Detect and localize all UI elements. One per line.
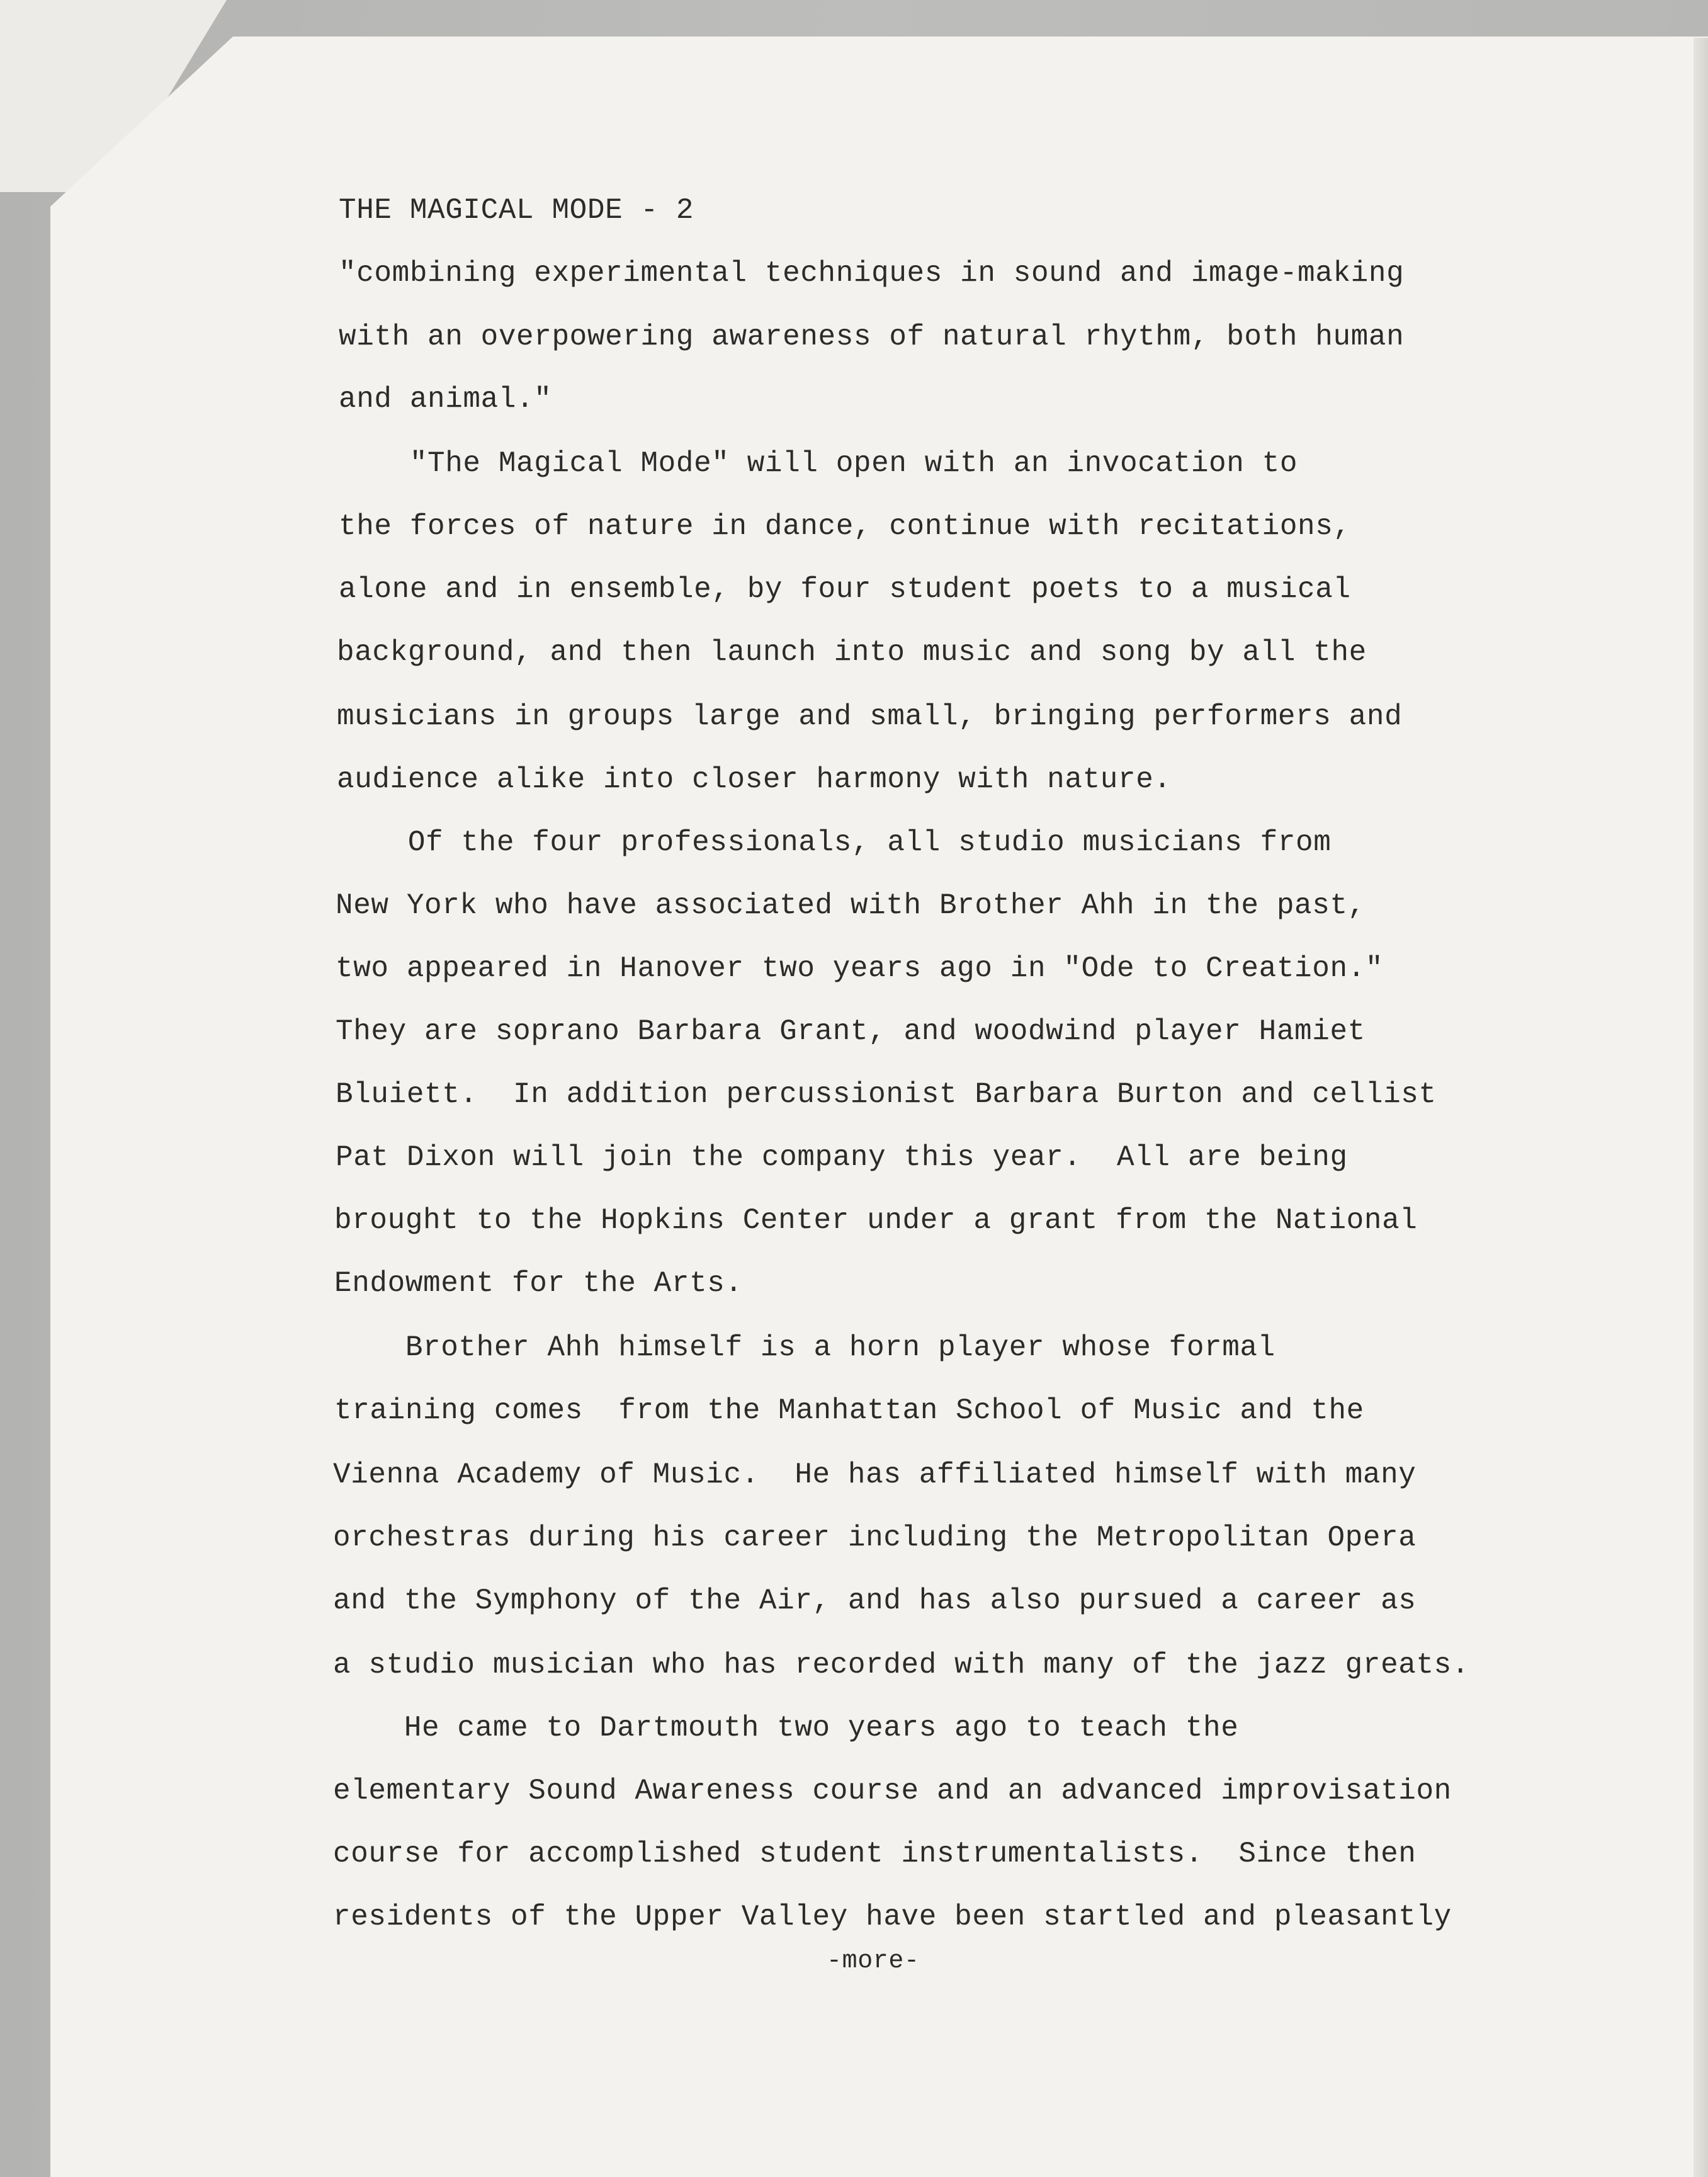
text-line: two appeared in Hanover two years ago in "Ode to Creation." — [336, 952, 1384, 985]
text-line: and animal." — [339, 383, 552, 416]
page-header: THE MAGICAL MODE - 2 — [339, 194, 694, 227]
text-line: residents of the Upper Valley have been startled and pleasantly — [333, 1901, 1452, 1933]
text-line: musicians in groups large and small, bringing performers and — [337, 700, 1403, 733]
text-line: Pat Dixon will join the company this year. All are being — [336, 1141, 1348, 1174]
continuation-marker: -more- — [827, 1947, 920, 1975]
text-line: the forces of nature in dance, continue with recitations, — [339, 510, 1351, 543]
text-line: brought to the Hopkins Center under a grant from the National — [334, 1204, 1418, 1237]
text-line: with an overpowering awareness of natural rhythm, both human — [339, 321, 1405, 353]
text-line: and the Symphony of the Air, and has also pursued a career as — [333, 1584, 1417, 1617]
text-line: "The Magical Mode" will open with an invocation to — [339, 447, 1298, 480]
text-line: He came to Dartmouth two years ago to teach the — [333, 1712, 1239, 1744]
text-line: elementary Sound Awareness course and an advanced improvisation — [333, 1775, 1452, 1807]
text-line: audience alike into closer harmony with nature. — [337, 763, 1172, 796]
text-line: They are soprano Barbara Grant, and woodwind player Hamiet — [336, 1015, 1366, 1048]
text-line: background, and then launch into music and song by all the — [337, 636, 1367, 669]
text-line: training comes from the Manhattan School of Music and the — [334, 1394, 1364, 1427]
text-line: alone and in ensemble, by four student poets to a musical — [339, 573, 1351, 606]
text-line: Vienna Academy of Music. He has affiliated himself with many — [333, 1458, 1417, 1491]
text-line: Bluiett. In addition percussionist Barbara Burton and cellist — [336, 1078, 1437, 1111]
text-line: "combining experimental techniques in sound and image-making — [339, 257, 1405, 290]
text-line: Brother Ahh himself is a horn player whose formal — [334, 1331, 1275, 1364]
text-line: Of the four professionals, all studio musicians from — [337, 826, 1332, 859]
text-line: New York who have associated with Brother Ahh in the past, — [336, 889, 1366, 922]
text-line: Endowment for the Arts. — [334, 1267, 743, 1300]
page-stack-edge — [1694, 38, 1708, 2177]
text-line: a studio musician who has recorded with many of the jazz greats. — [333, 1649, 1470, 1681]
text-line: orchestras during his career including the Metropolitan Opera — [333, 1521, 1417, 1554]
text-line: course for accomplished student instrumentalists. Since then — [333, 1838, 1417, 1870]
